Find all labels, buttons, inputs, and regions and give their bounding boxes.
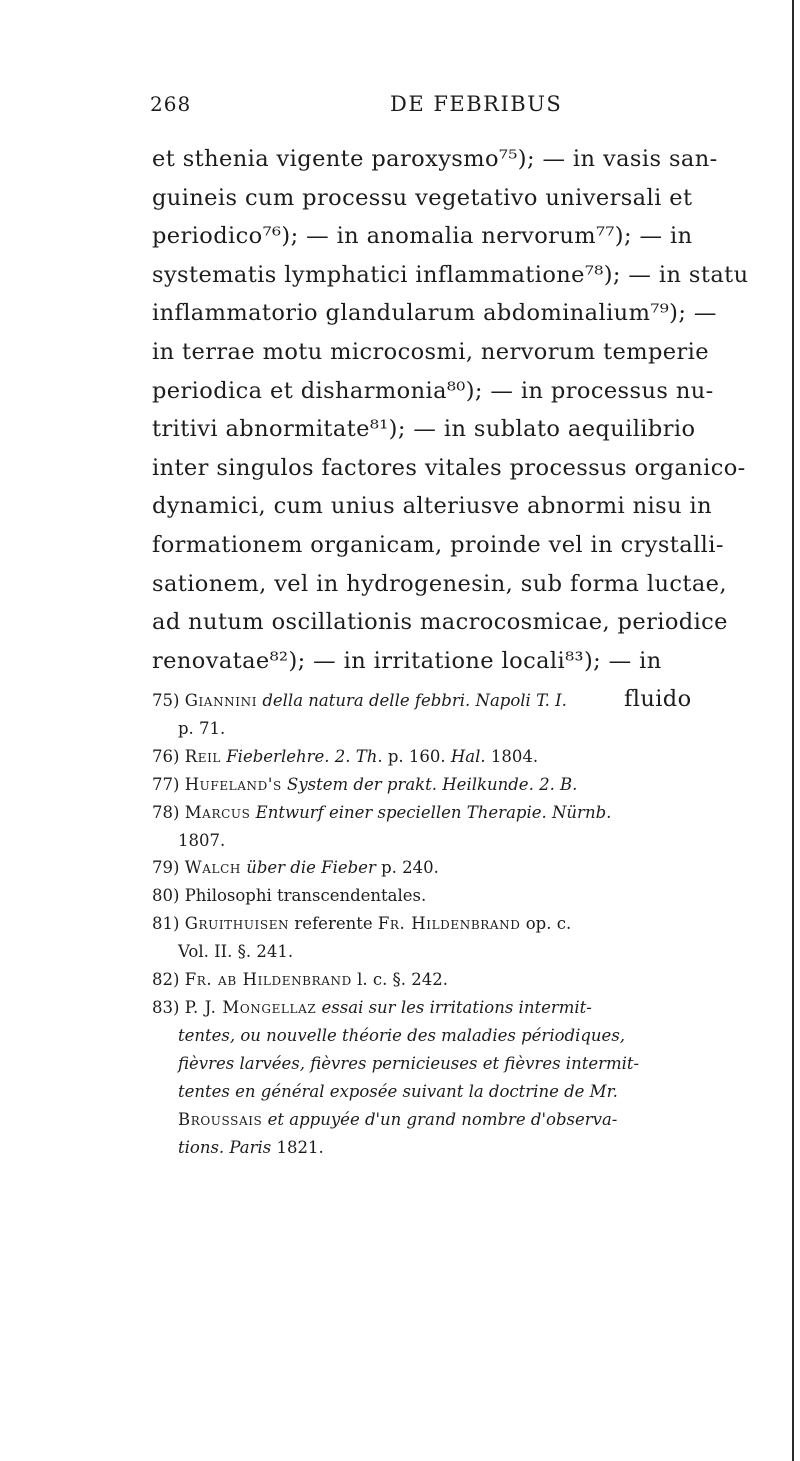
footnote-author: Giannini <box>184 691 258 710</box>
footnote-continuation: tentes, ou nouvelle théorie des maladies périodiques, <box>178 1025 626 1045</box>
footnote-author: Hufeland's <box>184 774 282 794</box>
footnote-78: 78) Marcus Entwurf einer speciellen Therapie. Nürnb. <box>152 802 612 822</box>
text-line: guineis cum processu vegetativo universali et <box>152 184 693 211</box>
footnote-75: 75) Giannini della natura delle febbri. Napoli T. I. <box>152 691 567 710</box>
text-line: formationem organicam, proinde vel in crystalli- <box>152 531 724 558</box>
text-line: in terrae motu microcosmi, nervorum temperie <box>152 338 709 365</box>
footnotes <box>152 687 792 1161</box>
footnote-79: 79) Walch über die Fieber p. 240. <box>152 858 439 878</box>
footnote-83: 83) P. J. Mongellaz essai sur les irritations intermit- <box>152 997 592 1017</box>
text-line: renovatae⁸²); — in irritatione locali⁸³); — in <box>152 647 662 674</box>
text-line: dynamici, cum unius alteriusve abnormi nisu in <box>152 493 712 520</box>
footnote-title: Fieberlehre. 2. Th. <box>226 746 383 766</box>
footnote-author: Fr. ab Hildenbrand <box>184 970 352 990</box>
footnote-continuation: Broussais et appuyée d'un grand nombre d'observa- <box>178 1109 618 1129</box>
text-line: ad nutum oscillationis macrocosmicae, periodice <box>152 609 728 636</box>
text-line: periodica et disharmonia⁸⁰); — in processus nu- <box>152 377 714 404</box>
text-line: sationem, vel in hydrogenesin, sub forma luctae, <box>152 570 727 597</box>
text-line: systematis lymphatici inflammatione⁷⁸); — in statu <box>152 261 749 288</box>
footnote-title: System der prakt. Heilkunde. 2. B. <box>287 774 578 794</box>
footnote-continuation: tentes en général exposée suivant la doctrine de Mr. <box>178 1081 618 1101</box>
footnote-76: 76) Reil Fieberlehre. 2. Th. p. 160. Hal. 1804. <box>152 746 539 766</box>
footnote-continuation: tions. Paris 1821. <box>178 1137 324 1157</box>
footnote-author: Marcus <box>184 802 251 822</box>
catchword: fluido <box>624 686 692 713</box>
footnote-81: 81) Gruithuisen referente Fr. Hildenbrand op. c. <box>152 914 572 934</box>
footnote-continuation: 1807. <box>178 830 226 850</box>
footnote-author: Reil <box>184 746 221 766</box>
main-text <box>152 140 792 719</box>
footnote-continuation: Vol. II. §. 241. <box>178 942 294 962</box>
footnote-title: della natura delle febbri. Napoli T. I. <box>262 691 567 710</box>
text-line: inter singulos factores vitales processus organico- <box>152 454 746 481</box>
text-line: tritivi abnormitate⁸¹); — in sublato aequilibrio <box>152 416 696 443</box>
footnote-continuation: fièvres larvées, fièvres pernicieuses et fièvres intermit- <box>178 1053 640 1073</box>
footnote-author: P. J. Mongellaz <box>184 997 317 1017</box>
text-line: periodico⁷⁶); — in anomalia nervorum⁷⁷); — in <box>152 223 693 250</box>
footnote-title: über die Fieber <box>246 858 376 878</box>
footnote-author: Walch <box>184 858 241 878</box>
text-line: et sthenia vigente paroxysmo⁷⁵); — in vasis san- <box>152 146 718 172</box>
page-edge-rule <box>792 0 794 1461</box>
footnote-author: Gruithuisen <box>184 914 290 934</box>
footnote-continuation: p. 71. <box>178 718 226 738</box>
footnote-title: Entwurf einer speciellen Therapie. Nürnb. <box>255 802 612 822</box>
page-header <box>0 92 800 122</box>
running-title: DE FEBRIBUS <box>390 92 563 116</box>
footnote-82: 82) Fr. ab Hildenbrand l. c. §. 242. <box>152 970 449 990</box>
text-line: inflammatorio glandularum abdominalium⁷⁹); — <box>152 300 717 327</box>
footnote-80: 80) Philosophi transcendentales. <box>152 886 427 906</box>
footnote-77: 77) Hufeland's System der prakt. Heilkunde. 2. B. <box>152 774 578 794</box>
page-number: 268 <box>150 92 192 116</box>
